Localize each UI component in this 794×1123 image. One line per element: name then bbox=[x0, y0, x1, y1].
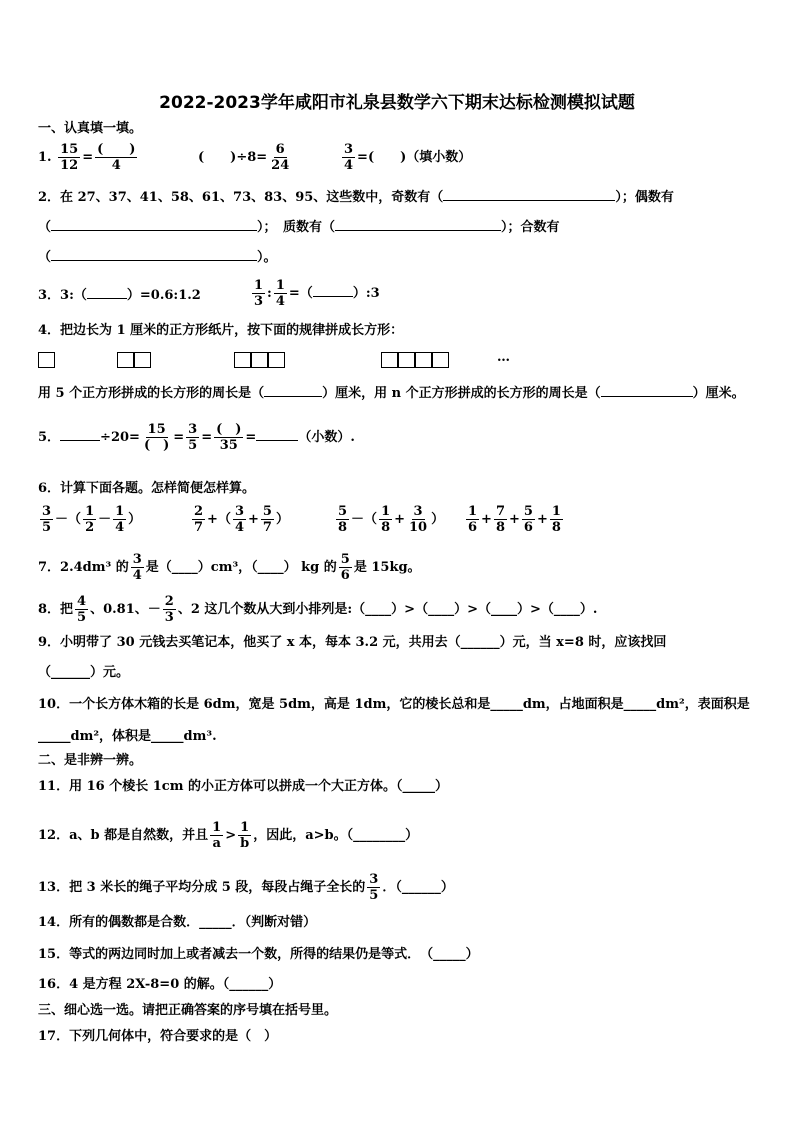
square bbox=[234, 352, 251, 368]
question-4: 4．把边长为 1 厘米的正方形纸片，按下面的规律拼成长方形： bbox=[38, 323, 404, 338]
question-1-part-2: ( )÷8= $\frac{6}{24}$ bbox=[198, 142, 290, 173]
q1-fraction-d: $\frac{3}{4}$ bbox=[344, 142, 354, 173]
square bbox=[415, 352, 432, 368]
section-3-heading: 三、细心选一选。请把正确答案的序号填在括号里。 bbox=[38, 1003, 338, 1018]
question-5: 5． ÷20= $\frac{15}{( )}$ = $\frac{3}{5}$ = $\frac{( )}{35}$ = （小数）. bbox=[38, 422, 355, 453]
q2-prime-blank[interactable] bbox=[335, 218, 501, 231]
q3-fraction-b: $\frac{1}{4}$ bbox=[275, 278, 285, 309]
question-17: 17．下列几何体中，符合要求的是（ ） bbox=[38, 1029, 278, 1044]
q5-blank-1[interactable] bbox=[60, 428, 100, 441]
question-15: 15．等式的两边同时加上或者减去一个数，所得的结果仍是等式． （_____） bbox=[38, 947, 479, 962]
question-1-part-3: $\frac{3}{4}$ =( )（填小数） bbox=[344, 142, 472, 173]
square bbox=[268, 352, 285, 368]
question-12: 12．a、b 都是自然数，并且 $\frac{1}{a}$ > $\frac{1}{b}$ ，因此，a>b。（________） bbox=[38, 820, 419, 851]
question-13: 13．把 3 米长的绳子平均分成 5 段，每段占绳子全长的 $\frac{3}{5}$ ．（______） bbox=[38, 872, 454, 903]
square bbox=[38, 352, 55, 368]
q1-number: 1. bbox=[38, 150, 52, 165]
section-2-heading: 二、是非辨一辨。 bbox=[38, 753, 143, 768]
q6-expression-1: $\frac{3}{5}$ －（ $\frac{1}{2}$ － $\frac{1}{4}$ ） bbox=[42, 504, 142, 535]
page-title: 2022-2023学年咸阳市礼泉县数学六下期末达标检测模拟试题 bbox=[159, 93, 635, 113]
question-8: 8．把 $\frac{4}{5}$ 、0.81、－ $\frac{2}{3}$ 、2 这几个数从大到小排列是:（____）>（____）>（____）>（____）. bbox=[38, 594, 598, 625]
question-11: 11．用 16 个棱长 1cm 的小正方体可以拼成一个大正方体。（_____） bbox=[38, 779, 449, 794]
q2-even-blank[interactable] bbox=[51, 218, 257, 231]
q3-fraction-a: $\frac{1}{3}$ bbox=[254, 278, 264, 309]
square bbox=[251, 352, 268, 368]
q4-blank-2[interactable] bbox=[601, 384, 693, 397]
q5-blank-2[interactable] bbox=[256, 428, 298, 441]
question-1: 1. $\frac{15}{12}$ = $\frac{( )}{4}$ bbox=[38, 142, 136, 173]
question-2-line-1: 2．在 27、37、41、58、61、73、83、95、这些数中，奇数有（ ）；偶数有 bbox=[38, 190, 674, 205]
ellipsis: … bbox=[497, 350, 510, 365]
q5-fraction-b: $\frac{3}{5}$ bbox=[188, 422, 198, 453]
question-4-line-2: 用 5 个正方形拼成的长方形的周长是（ ）厘米，用 n 个正方形拼成的长方形的周长是（ ）厘米。 bbox=[38, 386, 745, 401]
q2-composite-blank[interactable] bbox=[51, 248, 257, 261]
square bbox=[134, 352, 151, 368]
q1-fraction-b: $\frac{( )}{4}$ bbox=[97, 142, 136, 173]
q6-expression-3: $\frac{5}{8}$ －（ $\frac{1}{8}$ + $\frac{3}{10}$ ） bbox=[338, 504, 445, 535]
question-9-line-2: （______）元。 bbox=[38, 665, 130, 680]
question-14: 14．所有的偶数都是合数．_____．（判断对错） bbox=[38, 915, 317, 930]
question-10-line-1: 10．一个长方体木箱的长是 6dm，宽是 5dm，高是 1dm，它的棱长总和是_____dm，占地面积是_____dm²，表面积是 bbox=[38, 697, 750, 712]
question-7: 7．2.4dm³ 的 $\frac{3}{4}$ 是（____）cm³，（____） kg 的 $\frac{5}{6}$ 是 15kg。 bbox=[38, 552, 421, 583]
question-3: 3．3:（ ）=0.6:1.2 bbox=[38, 288, 201, 303]
section-1-heading: 一、认真填一填。 bbox=[38, 121, 143, 136]
q1-fraction-a: $\frac{15}{12}$ bbox=[60, 142, 79, 173]
q3-blank-2[interactable] bbox=[313, 284, 353, 297]
question-2-line-2: （ ）； 质数有（ ）；合数有 bbox=[38, 220, 560, 235]
question-9-line-1: 9．小明带了 30 元钱去买笔记本，他买了 x 本，每本 3.2 元，共用去（______）元，当 x=8 时，应该找回 bbox=[38, 635, 667, 650]
q6-expression-2: $\frac{2}{7}$ +（ $\frac{3}{4}$ + $\frac{5}{7}$ ） bbox=[194, 504, 289, 535]
question-16: 16．4 是方程 2X-8=0 的解。（______） bbox=[38, 977, 282, 992]
question-6: 6．计算下面各题。怎样简便怎样算。 bbox=[38, 481, 256, 496]
question-10-line-2: _____dm²，体积是_____dm³. bbox=[38, 729, 217, 744]
question-2-line-3: （ ）。 bbox=[38, 250, 277, 265]
q1-fraction-c: $\frac{6}{24}$ bbox=[271, 142, 290, 173]
q3-blank-1[interactable] bbox=[87, 286, 127, 299]
square bbox=[398, 352, 415, 368]
question-3-part-2: $\frac{1}{3}$ : $\frac{1}{4}$ =（ ）:3 bbox=[254, 278, 380, 309]
square bbox=[117, 352, 134, 368]
q6-expression-4: $\frac{1}{6}$ + $\frac{7}{8}$ + $\frac{5}{6}$ + $\frac{1}{8}$ bbox=[468, 504, 561, 535]
square bbox=[381, 352, 398, 368]
q4-blank-1[interactable] bbox=[264, 384, 322, 397]
q5-fraction-a: $\frac{15}{( )}$ bbox=[143, 422, 170, 453]
q5-fraction-c: $\frac{( )}{35}$ bbox=[216, 422, 242, 453]
square bbox=[432, 352, 449, 368]
q2-odd-blank[interactable] bbox=[443, 188, 615, 201]
